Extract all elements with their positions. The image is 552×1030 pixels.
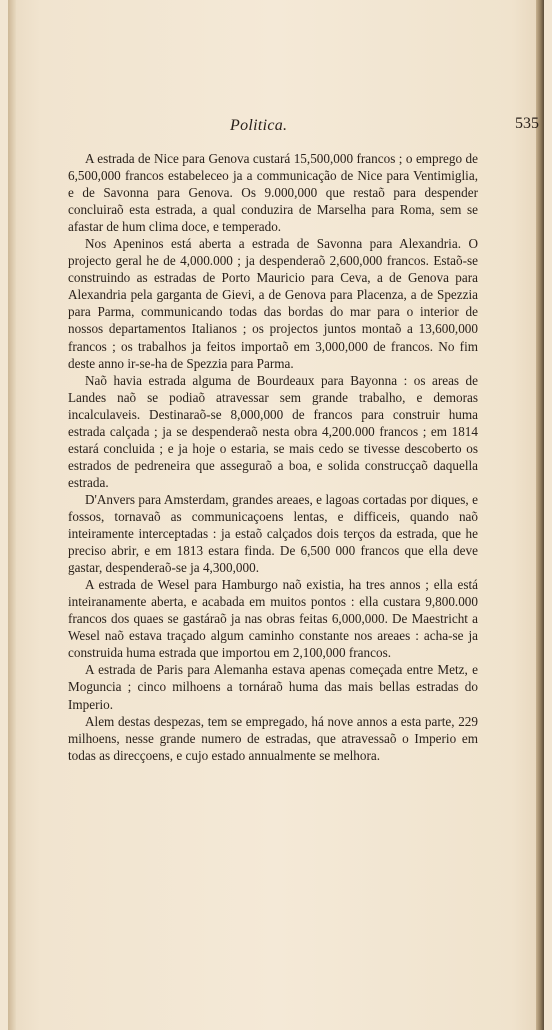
paragraph-paris-alemanha: A estrada de Paris para Alemanha estava apenas começada entre Metz, e Moguncia ; cinco milhoens a tornáraõ huma das mais bellas estradas do Imperio.	[68, 662, 478, 712]
page-gutter-shadow	[8, 0, 16, 1030]
page-edge	[536, 0, 544, 1030]
paragraph-despezas: Alem destas despezas, tem se empregado, há nove annos a esta parte, 229 milhoens, nesse grande numero de estradas, que atravessaõ o Imperio em todas as direcçoens, e cujo estado annualmente se melhora.	[68, 713, 478, 763]
running-head: Politica.	[230, 117, 288, 134]
page-number: 535	[515, 115, 539, 132]
paragraph-apeninos: Nos Apeninos está aberta a estrada de Savonna para Alexandria. O projecto geral he de 4,000.000 ; ja despenderaõ 2,600,000 francos. Estaõ-se construindo as estradas de Porto Mauricio para Ceva, a de Genova para Alexandria pela garganta de Gievi, a de Genova para Placenza, a de Spezzia para Parma, communicando todas das bordas do mar para o interior de nossos departamentos Italianos ; os projectos juntos montaõ a 13,600,000 francos ; os trabalhos ja feitos importaõ em 3,000,000 de francos. No fim deste anno ir-se-ha de Spezzia para Parma.	[68, 236, 478, 371]
paragraph-bourdeaux-bayonna: Naõ havia estrada alguma de Bourdeaux para Bayonna : os areas de Landes naõ se podiaõ atravessar sem grande trabalho, e demoras incalculaveis. Destinaraõ-se 8,000,000 de francos para construir huma estrada calçada ; ja se despenderaõ nesta obra 4,200.000 francos ; em 1814 estará concluida ; e ja hoje o estaria, se mais cedo se tivesse descoberto os estrados de pedreneira que asseguraõ a boa, e solida construcçaõ daquella estrada.	[68, 372, 478, 490]
book-page	[8, 0, 544, 1030]
paragraph-wesel-hamburgo: A estrada de Wesel para Hamburgo naõ existia, ha tres annos ; ella está inteiranamente aberta, e acabada em muitos pontos : ella custara 9,800.000 francos dos quaes se gastáraõ ja nas obras feitas 6,000,000. De Maestricht a Wesel naõ estava traçado algum caminho constante nos areaes : acha-se ja construida huma estrada que importou em 2,100,000 francos.	[68, 577, 478, 661]
paragraph-anvers-amsterdam: D'Anvers para Amsterdam, grandes areaes, e lagoas cortadas por diques, e fossos, tornavaõ as communicaçoens lentas, e difficeis, quando naõ inteiramente interceptadas : ja estaõ calçados dois terços da estrada, que he preciso abrir, e em 1813 estara finda. De 6,500 000 francos que ella deve gastar, despenderaõ-se ja 4,300,000.	[68, 491, 478, 576]
paragraph-nice-genova: A estrada de Nice para Genova custará 15,500,000 francos ; o emprego de 6,500,000 francos estabeleceo ja a communicação de Nice para Ventimiglia, e de Savonna para Genova. Os 9.000,000 que restaõ para despender concluiraõ esta estrada, a qual conduzira de Marselha para Roma, sem se afastar de hum clima doce, e temperado.	[68, 151, 478, 235]
body-text	[68, 150, 478, 764]
